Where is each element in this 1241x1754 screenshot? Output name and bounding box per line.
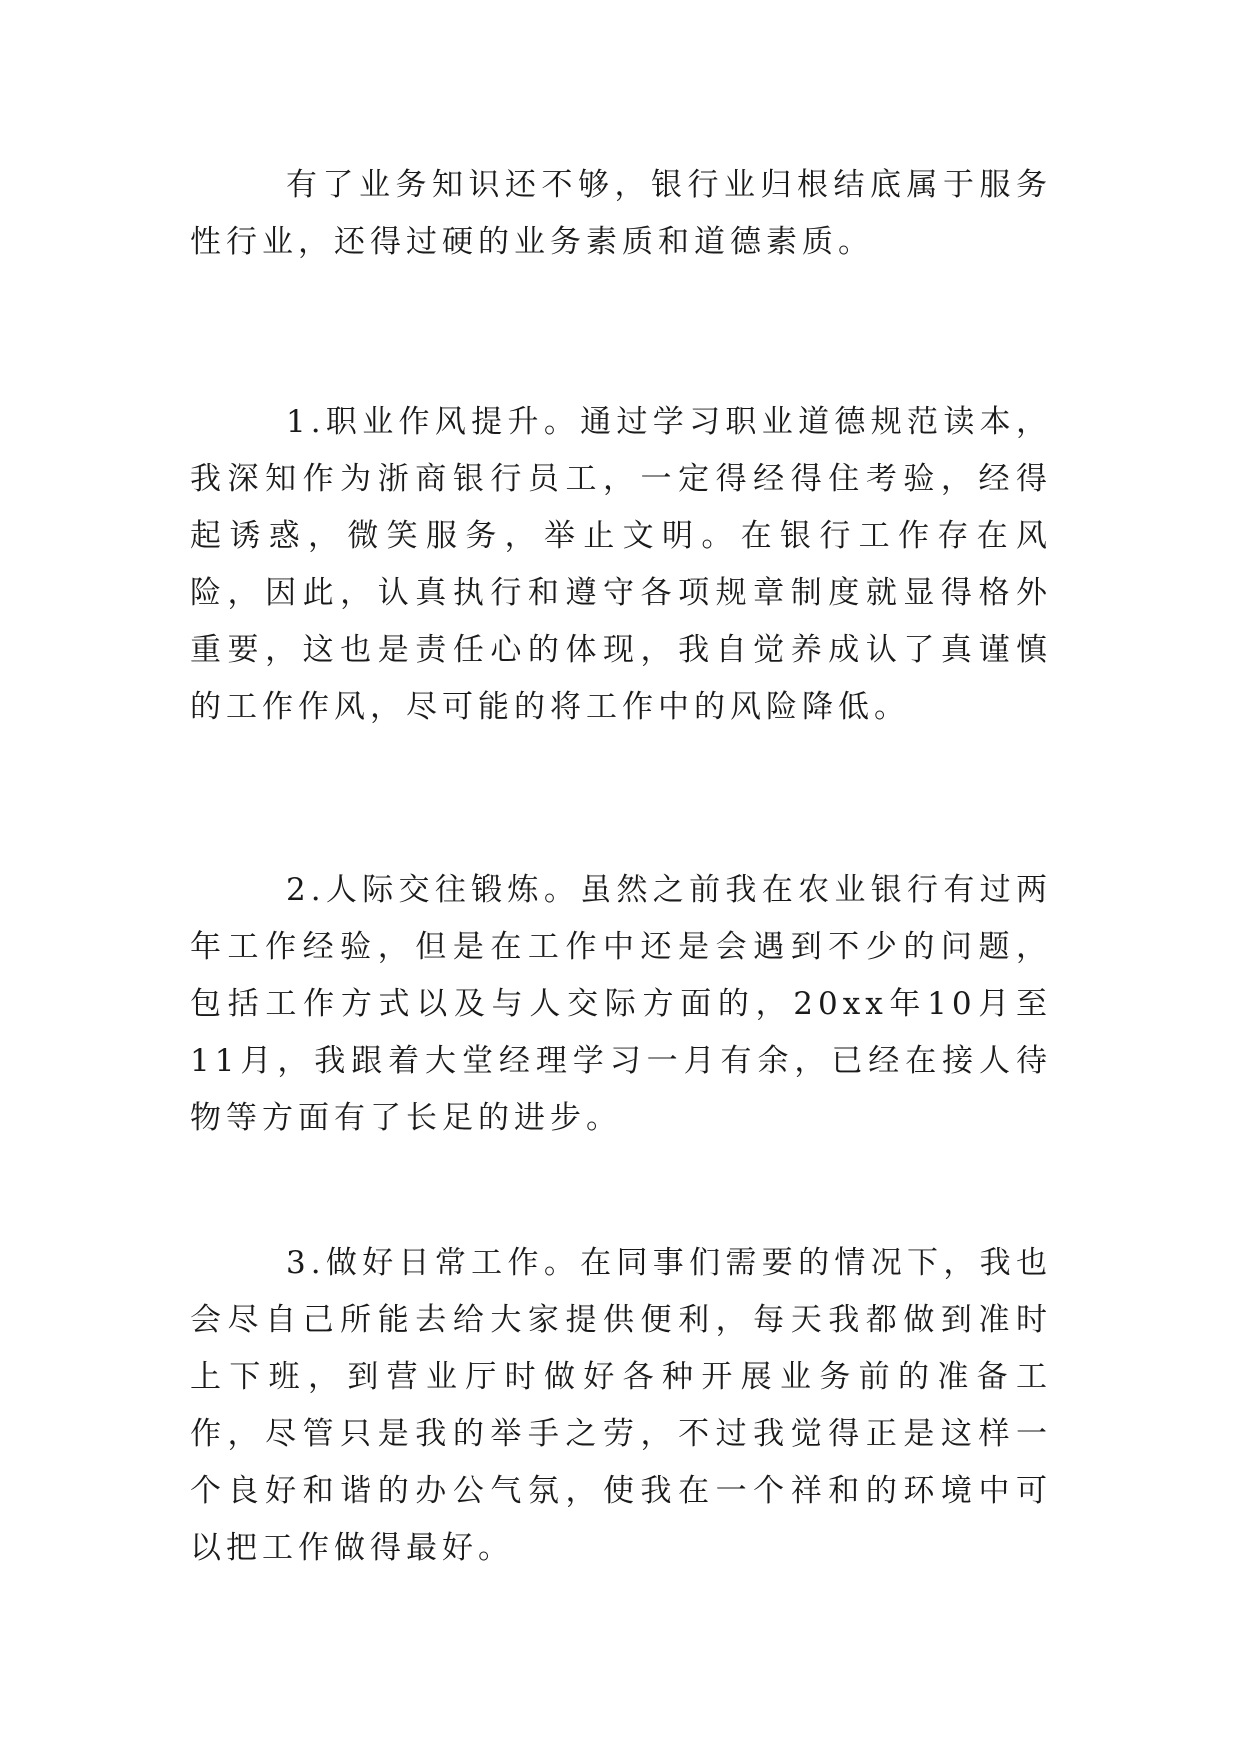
paragraph-intro: 有了业务知识还不够，银行业归根结底属于服务性行业，还得过硬的业务素质和道德素质。 bbox=[190, 167, 1052, 260]
paragraph-daily-work: 3.做好日常工作。在同事们需要的情况下，我也会尽自己所能去给大家提供便利，每天我都做到准时上下班，到营业厅时做好各种开展业务前的准备工作，尽管只是我的举手之劳，不过我觉得正是这样一个良好和谐的办公气氛，使我在一个祥和的环境中可以把工作做得最好。 bbox=[190, 1245, 1052, 1566]
paragraph-interpersonal: 2.人际交往锻炼。虽然之前我在农业银行有过两年工作经验，但是在工作中还是会遇到不少的问题，包括工作方式以及与人交际方面的，20xx年10月至11月，我跟着大堂经理学习一月有余，已经在接人待物等方面有了长足的进步。 bbox=[190, 872, 1052, 1136]
paragraph-professional-style: 1.职业作风提升。通过学习职业道德规范读本，我深知作为浙商银行员工，一定得经得住考验，经得起诱惑，微笑服务，举止文明。在银行工作存在风险，因此，认真执行和遵守各项规章制度就显得格外重要，这也是责任心的体现，我自觉养成认了真谨慎的工作作风，尽可能的将工作中的风险降低。 bbox=[190, 404, 1052, 725]
